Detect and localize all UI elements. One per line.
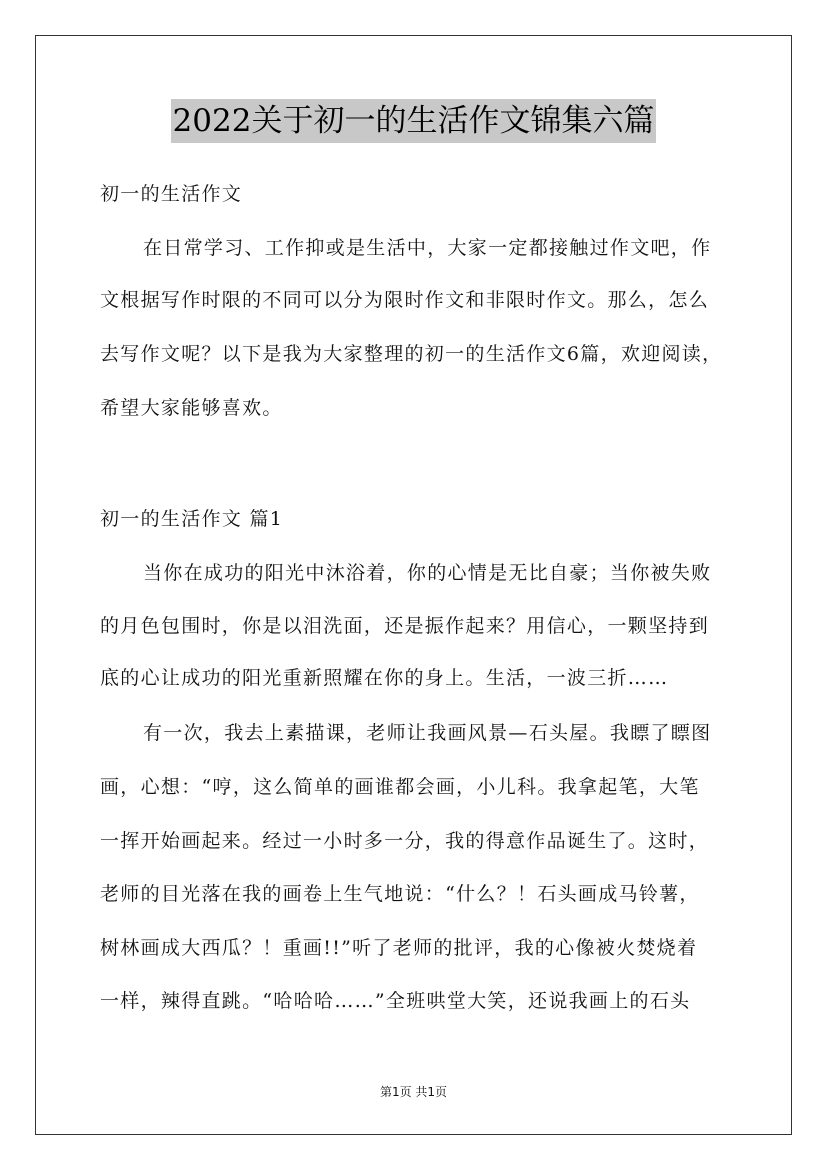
intro-line: 希望大家能够喜欢。 bbox=[100, 397, 283, 419]
paragraph-line: 底的心让成功的阳光重新照耀在你的身上。生活，一波三折…… bbox=[100, 667, 669, 689]
intro-line: 去写作文呢？以下是我为大家整理的初一的生活作文6篇，欢迎阅读， bbox=[100, 343, 723, 365]
paragraph-line: 树林画成大西瓜？！重画!!”听了老师的批评，我的心像被火焚烧着 bbox=[100, 937, 698, 959]
paragraph-line: 当你在成功的阳光中沐浴着，你的心情是无比自豪；当你被失败 bbox=[143, 562, 712, 584]
paragraph-line: 有一次，我去上素描课，老师让我画风景—石头屋。我瞟了瞟图 bbox=[143, 722, 712, 744]
intro-line: 文根据写作时限的不同可以分为限时作文和非限时作文。那么，怎么 bbox=[100, 289, 710, 311]
paragraph-line: 一挥开始画起来。经过一小时多一分，我的得意作品诞生了。这时， bbox=[100, 830, 710, 852]
paragraph-line: 一样，辣得直跳。“哈哈哈……”全班哄堂大笑，还说我画上的石头 bbox=[100, 990, 691, 1012]
paragraph-line: 画，心想：“哼，这么简单的画谁都会画，小儿科。我拿起笔，大笔 bbox=[100, 776, 700, 798]
paragraph-line: 的月色包围时，你是以泪洗面，还是振作起来？用信心，一颗坚持到 bbox=[100, 615, 710, 637]
article-heading: 初一的生活作文 篇1 bbox=[100, 508, 284, 530]
section-heading: 初一的生活作文 bbox=[100, 183, 243, 205]
intro-line: 在日常学习、工作抑或是生活中，大家一定都接触过作文吧，作 bbox=[143, 237, 712, 259]
document-title: 2022关于初一的生活作文锦集六篇 bbox=[171, 99, 657, 143]
page-footer: 第1页 共1页 bbox=[379, 1085, 448, 1099]
paragraph-line: 老师的目光落在我的画卷上生气地说：“什么？！石头画成马铃薯， bbox=[100, 883, 700, 905]
title-container bbox=[0, 99, 827, 143]
